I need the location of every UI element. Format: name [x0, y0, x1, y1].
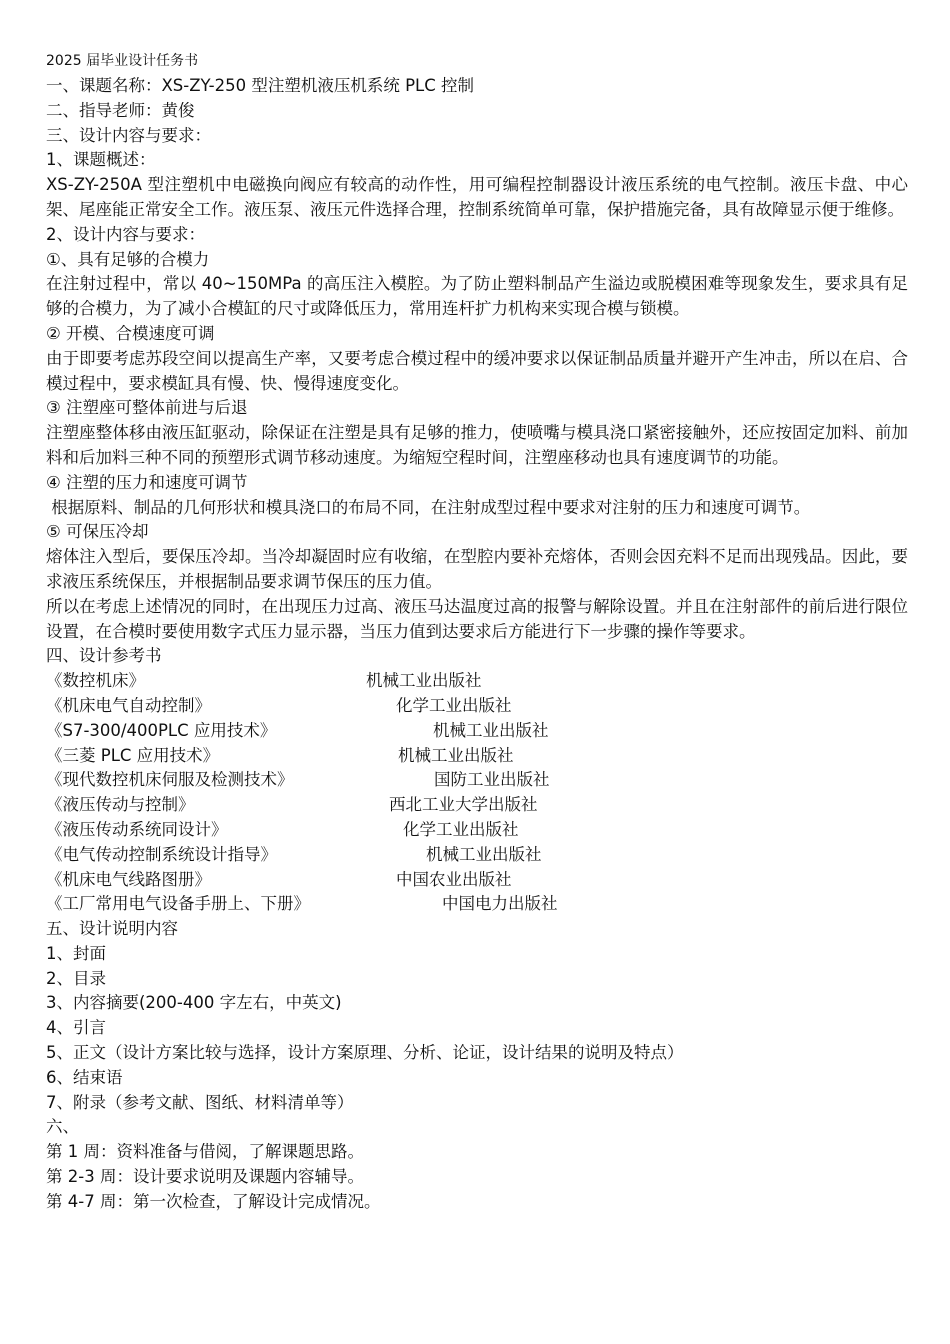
document-header: 2025 届毕业设计任务书 [46, 53, 199, 69]
reference-row [46, 694, 908, 719]
reference-book: 《三菱 PLC 应用技术》 [46, 745, 220, 765]
reference-publisher: 机械工业出版社 [366, 671, 482, 691]
requirements-heading: 2、设计内容与要求： [46, 224, 205, 244]
reference-row [46, 818, 908, 843]
reference-row [46, 793, 908, 818]
advisor-line: 二、指导老师：黄俊 [46, 100, 195, 120]
reference-row [46, 892, 908, 917]
contents-item: 1、封面 [46, 943, 106, 963]
reference-row [46, 768, 908, 793]
overview-heading: 1、课题概述： [46, 150, 156, 170]
req2-heading: ② 开模、合模速度可调 [46, 323, 215, 343]
section-5-heading: 五、设计说明内容 [46, 919, 178, 939]
topic-line: 一、课题名称：XS-ZY-250 型注塑机液压机系统 PLC 控制 [46, 76, 475, 95]
req5-heading: ⑤ 可保压冷却 [46, 522, 149, 542]
req4-paragraph: 根据原料、制品的几何形状和模具浇口的布局不同，在注射成型过程中要求对注射的压力和速度可调节。 [46, 497, 811, 517]
reference-book: 《液压传动系统同设计》 [46, 819, 228, 839]
req3-heading: ③ 注塑座可整体前进与后退 [46, 398, 248, 418]
reference-book: 《机床电气线路图册》 [46, 869, 211, 889]
req2-paragraph: 由于即要考虑苏段空间以提高生产率，又要考虑合模过程中的缓冲要求以保证制品质量并避开产生冲击，所以在启、合模过程中，要求模缸具有慢、快、慢得速度变化。 [46, 348, 908, 393]
reference-list [46, 669, 908, 917]
reference-publisher: 机械工业出版社 [398, 745, 514, 765]
req4-heading: ④ 注塑的压力和速度可调节 [46, 472, 248, 492]
contents-item: 3、内容摘要(200-400 字左右，中英文) [46, 993, 342, 1013]
reference-book: 《数控机床》 [46, 671, 145, 691]
reference-row [46, 744, 908, 769]
schedule-item: 第 2-3 周：设计要求说明及课题内容辅导。 [46, 1167, 364, 1187]
reference-book: 《液压传动与控制》 [46, 795, 195, 815]
reference-book: 《机床电气自动控制》 [46, 695, 211, 715]
document-body [46, 50, 908, 1215]
req1-paragraph: 在注射过程中，常以 40~150MPa 的高压注入模腔。为了防止塑料制品产生溢边或脱模困难等现象发生，要求具有足够的合模力，为了减小合模缸的尺寸或降低压力，常用连杆扩力机构来实现合模与锁模。 [46, 274, 908, 319]
reference-publisher: 中国电力出版社 [442, 894, 558, 914]
reference-book: 《现代数控机床伺服及检测技术》 [46, 770, 294, 790]
reference-row [46, 868, 908, 893]
reference-row [46, 669, 908, 694]
reference-publisher: 中国农业出版社 [396, 869, 512, 889]
req1-heading: ①、具有足够的合模力 [46, 249, 210, 269]
reference-book: 《电气传动控制系统设计指导》 [46, 844, 277, 864]
reference-book: 《工厂常用电气设备手册上、下册》 [46, 894, 310, 914]
reference-publisher: 化学工业出版社 [403, 819, 519, 839]
closing-paragraph: 所以在考虑上述情况的同时，在出现压力过高、液压马达温度过高的报警与解除设置。并且在注射部件的前后进行限位设置，在合模时要使用数字式压力显示器，当压力值到达要求后方能进行下一步骤的操作等要求。 [46, 596, 908, 641]
reference-publisher: 化学工业出版社 [396, 695, 512, 715]
reference-publisher: 机械工业出版社 [426, 844, 542, 864]
schedule-item: 第 4-7 周：第一次检查，了解设计完成情况。 [46, 1191, 381, 1211]
section-6-heading: 六、 [46, 1117, 79, 1137]
req3-paragraph: 注塑座整体移由液压缸驱动，除保证在注塑是具有足够的推力，使喷嘴与模具浇口紧密接触外，还应按固定加料、前加料和后加料三种不同的预塑形式调节移动速度。为缩短空程时间，注塑座移动也具有速度调节的功能。 [46, 423, 908, 467]
reference-publisher: 西北工业大学出版社 [389, 795, 538, 815]
schedule-item: 第 1 周：资料准备与借阅，了解课题思路。 [46, 1142, 364, 1162]
reference-row [46, 843, 908, 868]
contents-item: 5、正文（设计方案比较与选择，设计方案原理、分析、论证，设计结果的说明及特点） [46, 1043, 684, 1063]
section-3-heading: 三、设计内容与要求： [46, 125, 211, 145]
overview-paragraph: XS-ZY-250A 型注塑机中电磁换向阀应有较高的动作性，用可编程控制器设计液压系统的电气控制。液压卡盘、中心架、尾座能正常安全工作。液压泵、液压元件选择合理，控制系统简单可靠，保护措施完备，具有故障显示便于维修。 [46, 175, 908, 219]
contents-item: 6、结束语 [46, 1067, 123, 1087]
reference-publisher: 机械工业出版社 [433, 720, 549, 740]
contents-item: 7、附录（参考文献、图纸、材料清单等） [46, 1092, 354, 1112]
reference-book: 《S7-300/400PLC 应用技术》 [46, 720, 277, 740]
contents-item: 4、引言 [46, 1018, 106, 1038]
section-4-heading: 四、设计参考书 [46, 646, 162, 666]
req5-paragraph: 熔体注入型后，要保压冷却。当冷却凝固时应有收缩，在型腔内要补充熔体，否则会因充料不足而出现残品。因此，要求液压系统保压，并根据制品要求调节保压的压力值。 [46, 547, 908, 591]
reference-row [46, 719, 908, 744]
reference-publisher: 国防工业出版社 [434, 770, 550, 790]
contents-item: 2、目录 [46, 968, 106, 988]
